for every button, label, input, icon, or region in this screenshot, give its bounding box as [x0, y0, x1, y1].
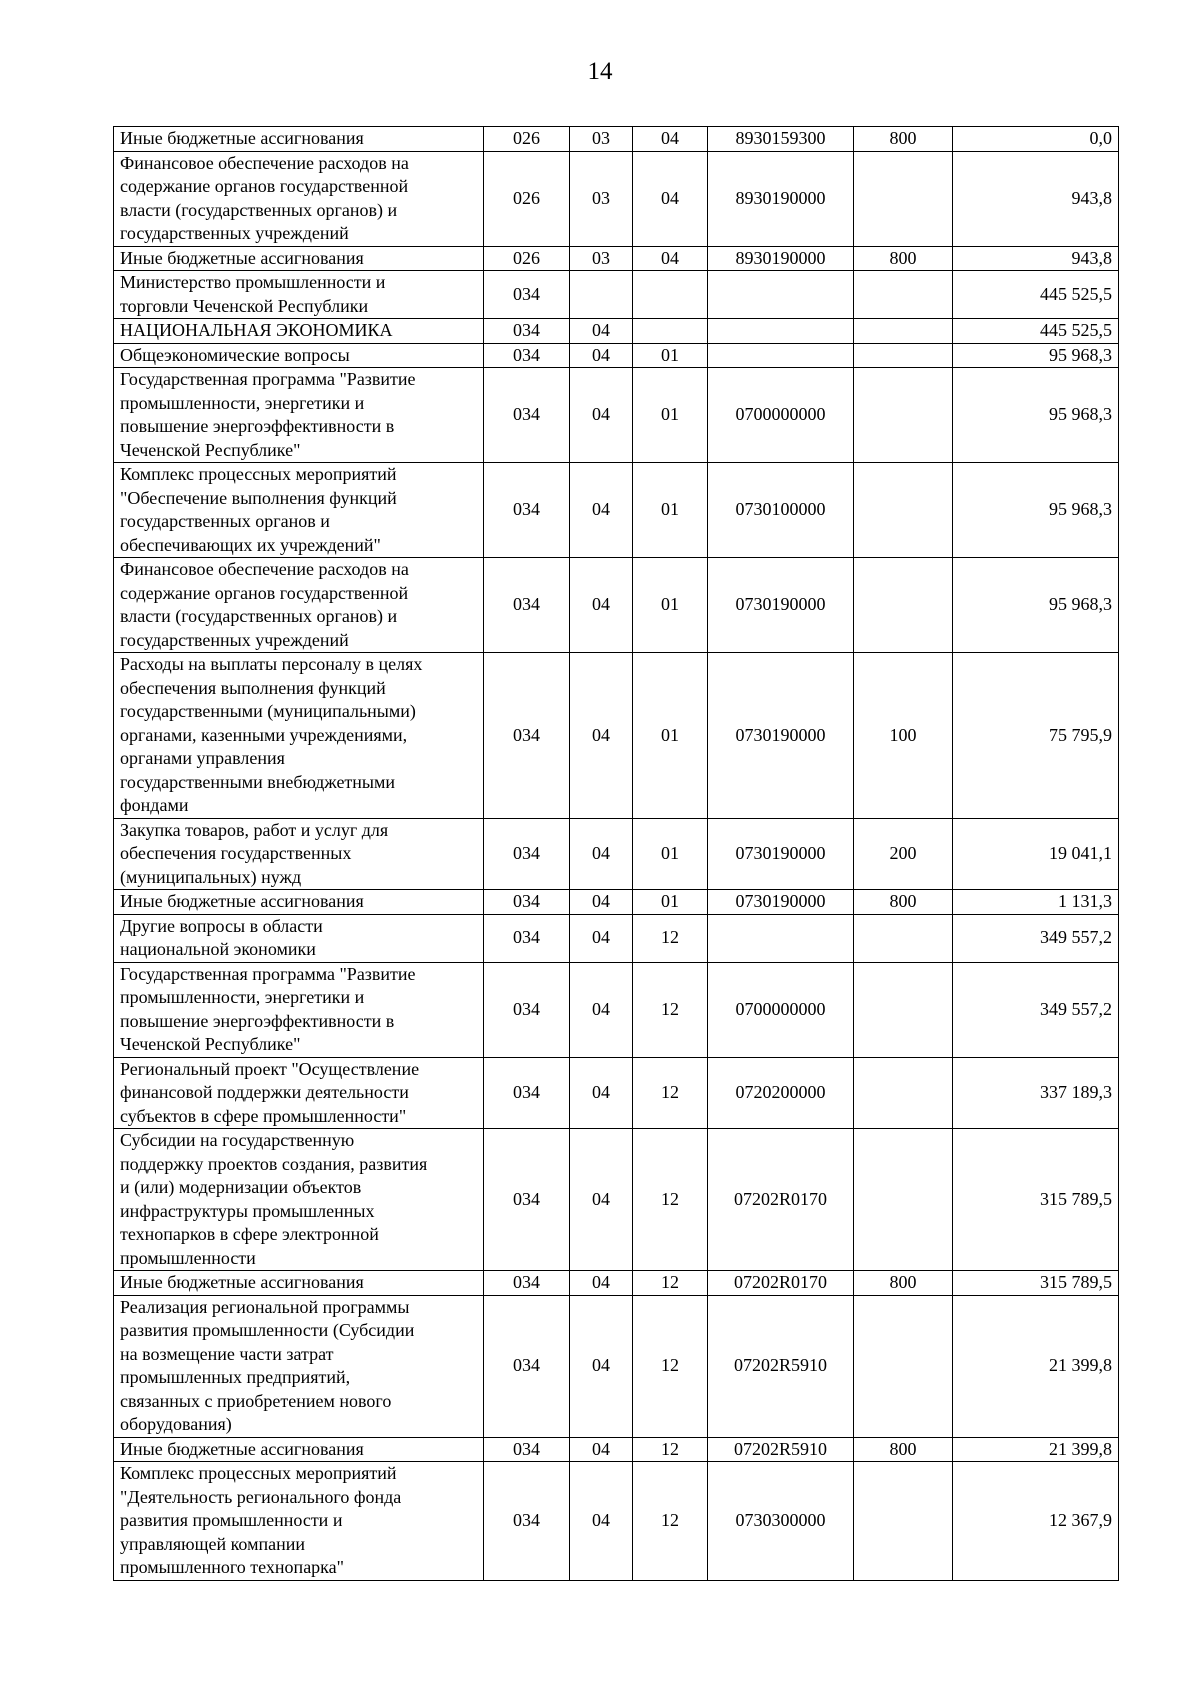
table-row: [114, 818, 1119, 890]
section-code-cell-text: 04: [592, 1355, 610, 1376]
table-row: [114, 151, 1119, 246]
subsection-code-cell: [633, 914, 708, 962]
target-article-cell-text: 07202R0170: [733, 1272, 827, 1292]
amount-cell-text: 315 789,5: [1040, 1188, 1112, 1209]
expense-type-cell: [854, 319, 953, 344]
amount-cell: [953, 463, 1119, 558]
amount-cell-text: 21 399,8: [1049, 1438, 1112, 1459]
section-code-cell: [570, 962, 633, 1057]
subsection-code-cell: [633, 962, 708, 1057]
target-article-cell: [708, 463, 854, 558]
expense-name-cell-text: Государственная программа "Развитие промышленности, энергетики и повышение энергоэффективности в Чеченской Республике": [120, 963, 416, 1054]
department-code-cell: [484, 914, 570, 962]
target-article-cell: [708, 1437, 854, 1462]
expense-type-cell: [854, 1271, 953, 1296]
expense-name-cell-text: Закупка товаров, работ и услуг для обеспечения государственных (муниципальных) нужд: [120, 819, 389, 887]
expense-name-cell: [114, 1462, 484, 1581]
amount-cell-text: 12 367,9: [1049, 1510, 1112, 1530]
section-code-cell: [570, 1057, 633, 1129]
subsection-code-cell-text: 04: [661, 128, 679, 148]
section-code-cell: [570, 914, 633, 962]
table-row: [114, 914, 1119, 962]
table-row: [114, 653, 1119, 819]
table-row: [114, 127, 1119, 152]
department-code-cell-text: 034: [513, 1438, 540, 1459]
amount-cell: [953, 151, 1119, 246]
amount-cell-text: 943,8: [1071, 247, 1112, 268]
expense-name-cell-text: Министерство промышленности и торговли Чеченской Республики: [120, 272, 386, 316]
table-row: [114, 1271, 1119, 1296]
subsection-code-cell-text: 12: [661, 998, 679, 1019]
target-article-cell-text: 8930190000: [735, 247, 826, 268]
amount-cell-text: 943,8: [1071, 187, 1112, 208]
department-code-cell: [484, 1129, 570, 1271]
target-article-cell: [708, 818, 854, 890]
expense-name-cell: [114, 1271, 484, 1296]
section-code-cell: [570, 463, 633, 558]
expense-name-cell: [114, 890, 484, 915]
subsection-code-cell-text: 01: [661, 499, 679, 520]
amount-cell: [953, 890, 1119, 915]
target-article-cell-text: 0730190000: [735, 843, 826, 863]
target-article-cell-text: 0730190000: [735, 724, 826, 745]
expense-name-cell: [114, 914, 484, 962]
section-code-cell: [570, 246, 633, 271]
expense-type-cell-text: 800: [889, 891, 917, 911]
table-row: [114, 1437, 1119, 1462]
target-article-cell-text: 0730100000: [735, 499, 826, 520]
expense-name-cell: [114, 558, 484, 653]
amount-cell-text: 95 968,3: [1049, 404, 1112, 425]
expense-type-cell: [854, 962, 953, 1057]
subsection-code-cell: [633, 1057, 708, 1129]
target-article-cell-text: 0730190000: [735, 594, 826, 615]
section-code-cell: [570, 368, 633, 463]
amount-cell: [953, 271, 1119, 319]
amount-cell: [953, 1057, 1119, 1129]
section-code-cell-text: 04: [592, 1188, 610, 1209]
department-code-cell-text: 034: [513, 499, 540, 520]
amount-cell-text: 0,0: [1089, 128, 1112, 148]
subsection-code-cell: [633, 368, 708, 463]
expense-name-cell: [114, 818, 484, 890]
section-code-cell-text: 04: [592, 843, 610, 863]
expense-name-cell-text: Другие вопросы в области национальной экономики: [120, 915, 323, 959]
target-article-cell-text: 0720200000: [735, 1082, 826, 1102]
subsection-code-cell-text: 12: [661, 1510, 679, 1530]
expense-name-cell: [114, 127, 484, 152]
target-article-cell: [708, 653, 854, 819]
expense-name-cell: [114, 271, 484, 319]
expense-type-cell: [854, 1295, 953, 1437]
target-article-cell: [708, 343, 854, 368]
department-code-cell-text: 034: [513, 1082, 540, 1102]
amount-cell: [953, 368, 1119, 463]
expense-name-cell: [114, 1437, 484, 1462]
amount-cell: [953, 962, 1119, 1057]
amount-cell-text: 19 041,1: [1049, 843, 1112, 863]
expense-name-cell-text: Финансовое обеспечение расходов на содержание органов государственной власти (государственных органов) и государственных учреждений: [120, 152, 409, 243]
expense-type-cell: [854, 653, 953, 819]
target-article-cell-text: 0730300000: [735, 1510, 826, 1530]
section-code-cell-text: 03: [592, 247, 610, 268]
expense-name-cell-text: Субсидии на государственную поддержку проектов создания, развития и (или) модернизации объектов инфраструктуры промышленных технопарков в сфере электронной промышленности: [120, 1130, 428, 1268]
section-code-cell-text: 04: [592, 344, 610, 365]
section-code-cell-text: 04: [592, 927, 610, 948]
subsection-code-cell-text: 04: [661, 187, 679, 208]
amount-cell-text: 349 557,2: [1040, 927, 1112, 948]
department-code-cell: [484, 151, 570, 246]
subsection-code-cell-text: 12: [661, 1355, 679, 1376]
subsection-code-cell: [633, 558, 708, 653]
section-code-cell-text: 04: [592, 499, 610, 520]
subsection-code-cell: [633, 1462, 708, 1581]
section-code-cell: [570, 127, 633, 152]
department-code-cell-text: 034: [513, 1188, 540, 1209]
department-code-cell: [484, 1057, 570, 1129]
amount-cell: [953, 1462, 1119, 1581]
amount-cell: [953, 1271, 1119, 1296]
target-article-cell: [708, 1295, 854, 1437]
expense-type-cell: [854, 368, 953, 463]
section-code-cell-text: 04: [592, 1438, 610, 1459]
amount-cell-text: 1 131,3: [1058, 891, 1112, 911]
subsection-code-cell-text: 12: [661, 1438, 679, 1459]
target-article-cell: [708, 246, 854, 271]
department-code-cell: [484, 368, 570, 463]
department-code-cell: [484, 890, 570, 915]
section-code-cell-text: 04: [592, 891, 610, 911]
target-article-cell: [708, 1462, 854, 1581]
expense-type-cell: [854, 558, 953, 653]
subsection-code-cell-text: 01: [661, 891, 679, 911]
department-code-cell: [484, 127, 570, 152]
subsection-code-cell: [633, 271, 708, 319]
department-code-cell: [484, 271, 570, 319]
target-article-cell: [708, 890, 854, 915]
department-code-cell-text: 034: [513, 344, 540, 365]
target-article-cell-text: 8930159300: [735, 128, 826, 148]
table-row: [114, 890, 1119, 915]
department-code-cell-text: 034: [513, 998, 540, 1019]
amount-cell-text: 21 399,8: [1049, 1355, 1112, 1376]
subsection-code-cell-text: 12: [661, 927, 679, 948]
expense-type-cell-text: 800: [889, 247, 917, 268]
subsection-code-cell: [633, 1295, 708, 1437]
expense-type-cell: [854, 1057, 953, 1129]
subsection-code-cell: [633, 1129, 708, 1271]
expense-name-cell: [114, 1057, 484, 1129]
amount-cell-text: 445 525,5: [1040, 283, 1112, 304]
expense-name-cell: [114, 1295, 484, 1437]
amount-cell: [953, 653, 1119, 819]
table-row: [114, 368, 1119, 463]
department-code-cell-text: 034: [513, 404, 540, 425]
target-article-cell: [708, 368, 854, 463]
expense-name-cell: [114, 368, 484, 463]
table-row: [114, 246, 1119, 271]
subsection-code-cell: [633, 319, 708, 344]
amount-cell: [953, 1437, 1119, 1462]
amount-cell-text: 445 525,5: [1040, 320, 1112, 340]
subsection-code-cell-text: 12: [661, 1272, 679, 1292]
department-code-cell-text: 026: [513, 247, 540, 268]
target-article-cell-text: 0700000000: [735, 998, 826, 1019]
subsection-code-cell-text: 01: [661, 404, 679, 425]
amount-cell-text: 315 789,5: [1040, 1272, 1112, 1292]
expense-type-cell: [854, 463, 953, 558]
department-code-cell-text: 034: [513, 320, 540, 340]
department-code-cell-text: 034: [513, 1272, 540, 1292]
table-row: [114, 1295, 1119, 1437]
expense-type-cell: [854, 271, 953, 319]
department-code-cell-text: 034: [513, 283, 540, 304]
section-code-cell: [570, 558, 633, 653]
budget-table: [113, 126, 1119, 1581]
expense-name-cell-text: Расходы на выплаты персоналу в целях обеспечения выполнения функций государственными (муниципальными) органами, казенными учреждениями, органами управления государственными внебюджетными фондами: [120, 654, 423, 815]
amount-cell: [953, 914, 1119, 962]
subsection-code-cell: [633, 1437, 708, 1462]
section-code-cell-text: 04: [592, 998, 610, 1019]
expense-name-cell: [114, 151, 484, 246]
expense-type-cell: [854, 246, 953, 271]
table-row: [114, 1129, 1119, 1271]
section-code-cell: [570, 890, 633, 915]
subsection-code-cell: [633, 463, 708, 558]
target-article-cell-text: 0730190000: [735, 891, 826, 911]
subsection-code-cell: [633, 246, 708, 271]
amount-cell-text: 95 968,3: [1049, 594, 1112, 615]
expense-name-cell-text: Общеэкономические вопросы: [120, 344, 350, 365]
table-row: [114, 271, 1119, 319]
section-code-cell: [570, 1129, 633, 1271]
section-code-cell: [570, 818, 633, 890]
target-article-cell: [708, 1057, 854, 1129]
expense-name-cell-text: Комплекс процессных мероприятий "Обеспечение выполнения функций государственных органов и обеспечивающих их учреждений": [120, 464, 397, 555]
department-code-cell-text: 034: [513, 594, 540, 615]
amount-cell-text: 349 557,2: [1040, 998, 1112, 1019]
amount-cell: [953, 558, 1119, 653]
expense-name-cell: [114, 319, 484, 344]
department-code-cell-text: 034: [513, 1355, 540, 1376]
department-code-cell-text: 034: [513, 891, 540, 911]
section-code-cell-text: 04: [592, 1272, 610, 1292]
amount-cell-text: 95 968,3: [1049, 344, 1112, 365]
section-code-cell: [570, 1462, 633, 1581]
subsection-code-cell-text: 01: [661, 594, 679, 615]
section-code-cell-text: 03: [592, 187, 610, 208]
expense-type-cell: [854, 914, 953, 962]
target-article-cell-text: 07202R5910: [733, 1438, 827, 1459]
expense-name-cell-text: Финансовое обеспечение расходов на содержание органов государственной власти (государственных органов) и государственных учреждений: [120, 559, 409, 650]
expense-name-cell-text: Иные бюджетные ассигнования: [120, 1272, 364, 1292]
section-code-cell: [570, 653, 633, 819]
target-article-cell-text: 8930190000: [735, 187, 826, 208]
amount-cell: [953, 1295, 1119, 1437]
expense-type-cell-text: 800: [889, 128, 917, 148]
amount-cell: [953, 319, 1119, 344]
department-code-cell-text: 026: [513, 187, 540, 208]
expense-name-cell: [114, 463, 484, 558]
subsection-code-cell: [633, 343, 708, 368]
target-article-cell: [708, 962, 854, 1057]
amount-cell-text: 75 795,9: [1049, 724, 1112, 745]
table-row: [114, 463, 1119, 558]
section-code-cell: [570, 1271, 633, 1296]
expense-name-cell-text: Иные бюджетные ассигнования: [120, 1438, 364, 1459]
amount-cell-text: 95 968,3: [1049, 499, 1112, 520]
department-code-cell-text: 034: [513, 843, 540, 863]
department-code-cell: [484, 818, 570, 890]
amount-cell: [953, 343, 1119, 368]
department-code-cell-text: 034: [513, 927, 540, 948]
subsection-code-cell: [633, 127, 708, 152]
table-row: [114, 558, 1119, 653]
department-code-cell: [484, 1462, 570, 1581]
expense-name-cell-text: Иные бюджетные ассигнования: [120, 247, 364, 268]
target-article-cell: [708, 1129, 854, 1271]
amount-cell: [953, 818, 1119, 890]
subsection-code-cell-text: 04: [661, 247, 679, 268]
department-code-cell-text: 034: [513, 724, 540, 745]
subsection-code-cell-text: 01: [661, 724, 679, 745]
department-code-cell-text: 026: [513, 128, 540, 148]
expense-type-cell: [854, 818, 953, 890]
expense-name-cell-text: Государственная программа "Развитие промышленности, энергетики и повышение энергоэффективности в Чеченской Республике": [120, 369, 416, 460]
section-code-cell-text: 04: [592, 594, 610, 615]
expense-name-cell-text: Иные бюджетные ассигнования: [120, 891, 364, 911]
subsection-code-cell-text: 01: [661, 843, 679, 863]
table-row: [114, 962, 1119, 1057]
subsection-code-cell-text: 12: [661, 1188, 679, 1209]
expense-type-cell: [854, 127, 953, 152]
target-article-cell: [708, 271, 854, 319]
department-code-cell: [484, 319, 570, 344]
expense-type-cell: [854, 1437, 953, 1462]
section-code-cell: [570, 319, 633, 344]
amount-cell: [953, 127, 1119, 152]
table-body: [114, 127, 1119, 1581]
expense-type-cell-text: 800: [889, 1438, 917, 1459]
expense-type-cell: [854, 151, 953, 246]
section-code-cell: [570, 1295, 633, 1437]
department-code-cell: [484, 246, 570, 271]
expense-type-cell: [854, 890, 953, 915]
expense-type-cell: [854, 1462, 953, 1581]
amount-cell: [953, 1129, 1119, 1271]
department-code-cell: [484, 343, 570, 368]
department-code-cell: [484, 463, 570, 558]
target-article-cell-text: 07202R0170: [733, 1188, 827, 1209]
subsection-code-cell: [633, 818, 708, 890]
department-code-cell: [484, 962, 570, 1057]
section-code-cell-text: 04: [592, 320, 610, 340]
section-code-cell: [570, 271, 633, 319]
expense-type-cell-text: 200: [889, 843, 917, 863]
expense-name-cell-text: НАЦИОНАЛЬНАЯ ЭКОНОМИКА: [120, 320, 393, 340]
department-code-cell: [484, 1295, 570, 1437]
expense-type-cell-text: 100: [889, 724, 917, 745]
section-code-cell-text: 04: [592, 1082, 610, 1102]
subsection-code-cell: [633, 890, 708, 915]
table-row: [114, 319, 1119, 344]
table-row: [114, 343, 1119, 368]
expense-name-cell: [114, 343, 484, 368]
expense-type-cell: [854, 1129, 953, 1271]
target-article-cell: [708, 151, 854, 246]
expense-name-cell-text: Комплекс процессных мероприятий "Деятельность регионального фонда развития промышленности и управляющей компании промышленного технопарка": [120, 1463, 402, 1577]
section-code-cell: [570, 151, 633, 246]
expense-type-cell: [854, 343, 953, 368]
subsection-code-cell: [633, 151, 708, 246]
target-article-cell-text: 07202R5910: [733, 1355, 827, 1376]
section-code-cell: [570, 343, 633, 368]
target-article-cell: [708, 1271, 854, 1296]
expense-name-cell: [114, 246, 484, 271]
expense-name-cell-text: Реализация региональной программы развития промышленности (Субсидии на возмещение части затрат промышленных предприятий, связанных с приобретением нового оборудования): [120, 1296, 415, 1434]
subsection-code-cell-text: 01: [661, 344, 679, 365]
amount-cell: [953, 246, 1119, 271]
expense-name-cell: [114, 962, 484, 1057]
subsection-code-cell: [633, 1271, 708, 1296]
target-article-cell: [708, 914, 854, 962]
expense-type-cell-text: 800: [889, 1272, 917, 1292]
section-code-cell: [570, 1437, 633, 1462]
section-code-cell-text: 04: [592, 1510, 610, 1530]
subsection-code-cell: [633, 653, 708, 819]
expense-name-cell: [114, 1129, 484, 1271]
expense-name-cell-text: Иные бюджетные ассигнования: [120, 128, 364, 148]
table-row: [114, 1057, 1119, 1129]
target-article-cell: [708, 127, 854, 152]
amount-cell-text: 337 189,3: [1040, 1082, 1112, 1102]
department-code-cell-text: 034: [513, 1510, 540, 1530]
target-article-cell: [708, 319, 854, 344]
expense-name-cell-text: Региональный проект "Осуществление финансовой поддержки деятельности субъектов в сфере промышленности": [120, 1058, 420, 1126]
department-code-cell: [484, 1437, 570, 1462]
target-article-cell: [708, 558, 854, 653]
department-code-cell: [484, 1271, 570, 1296]
expense-name-cell: [114, 653, 484, 819]
page-number: 14: [587, 58, 613, 85]
department-code-cell: [484, 653, 570, 819]
table-row: [114, 1462, 1119, 1581]
subsection-code-cell-text: 12: [661, 1082, 679, 1102]
section-code-cell-text: 04: [592, 724, 610, 745]
section-code-cell-text: 04: [592, 404, 610, 425]
target-article-cell-text: 0700000000: [735, 404, 826, 425]
section-code-cell-text: 03: [592, 128, 610, 148]
department-code-cell: [484, 558, 570, 653]
